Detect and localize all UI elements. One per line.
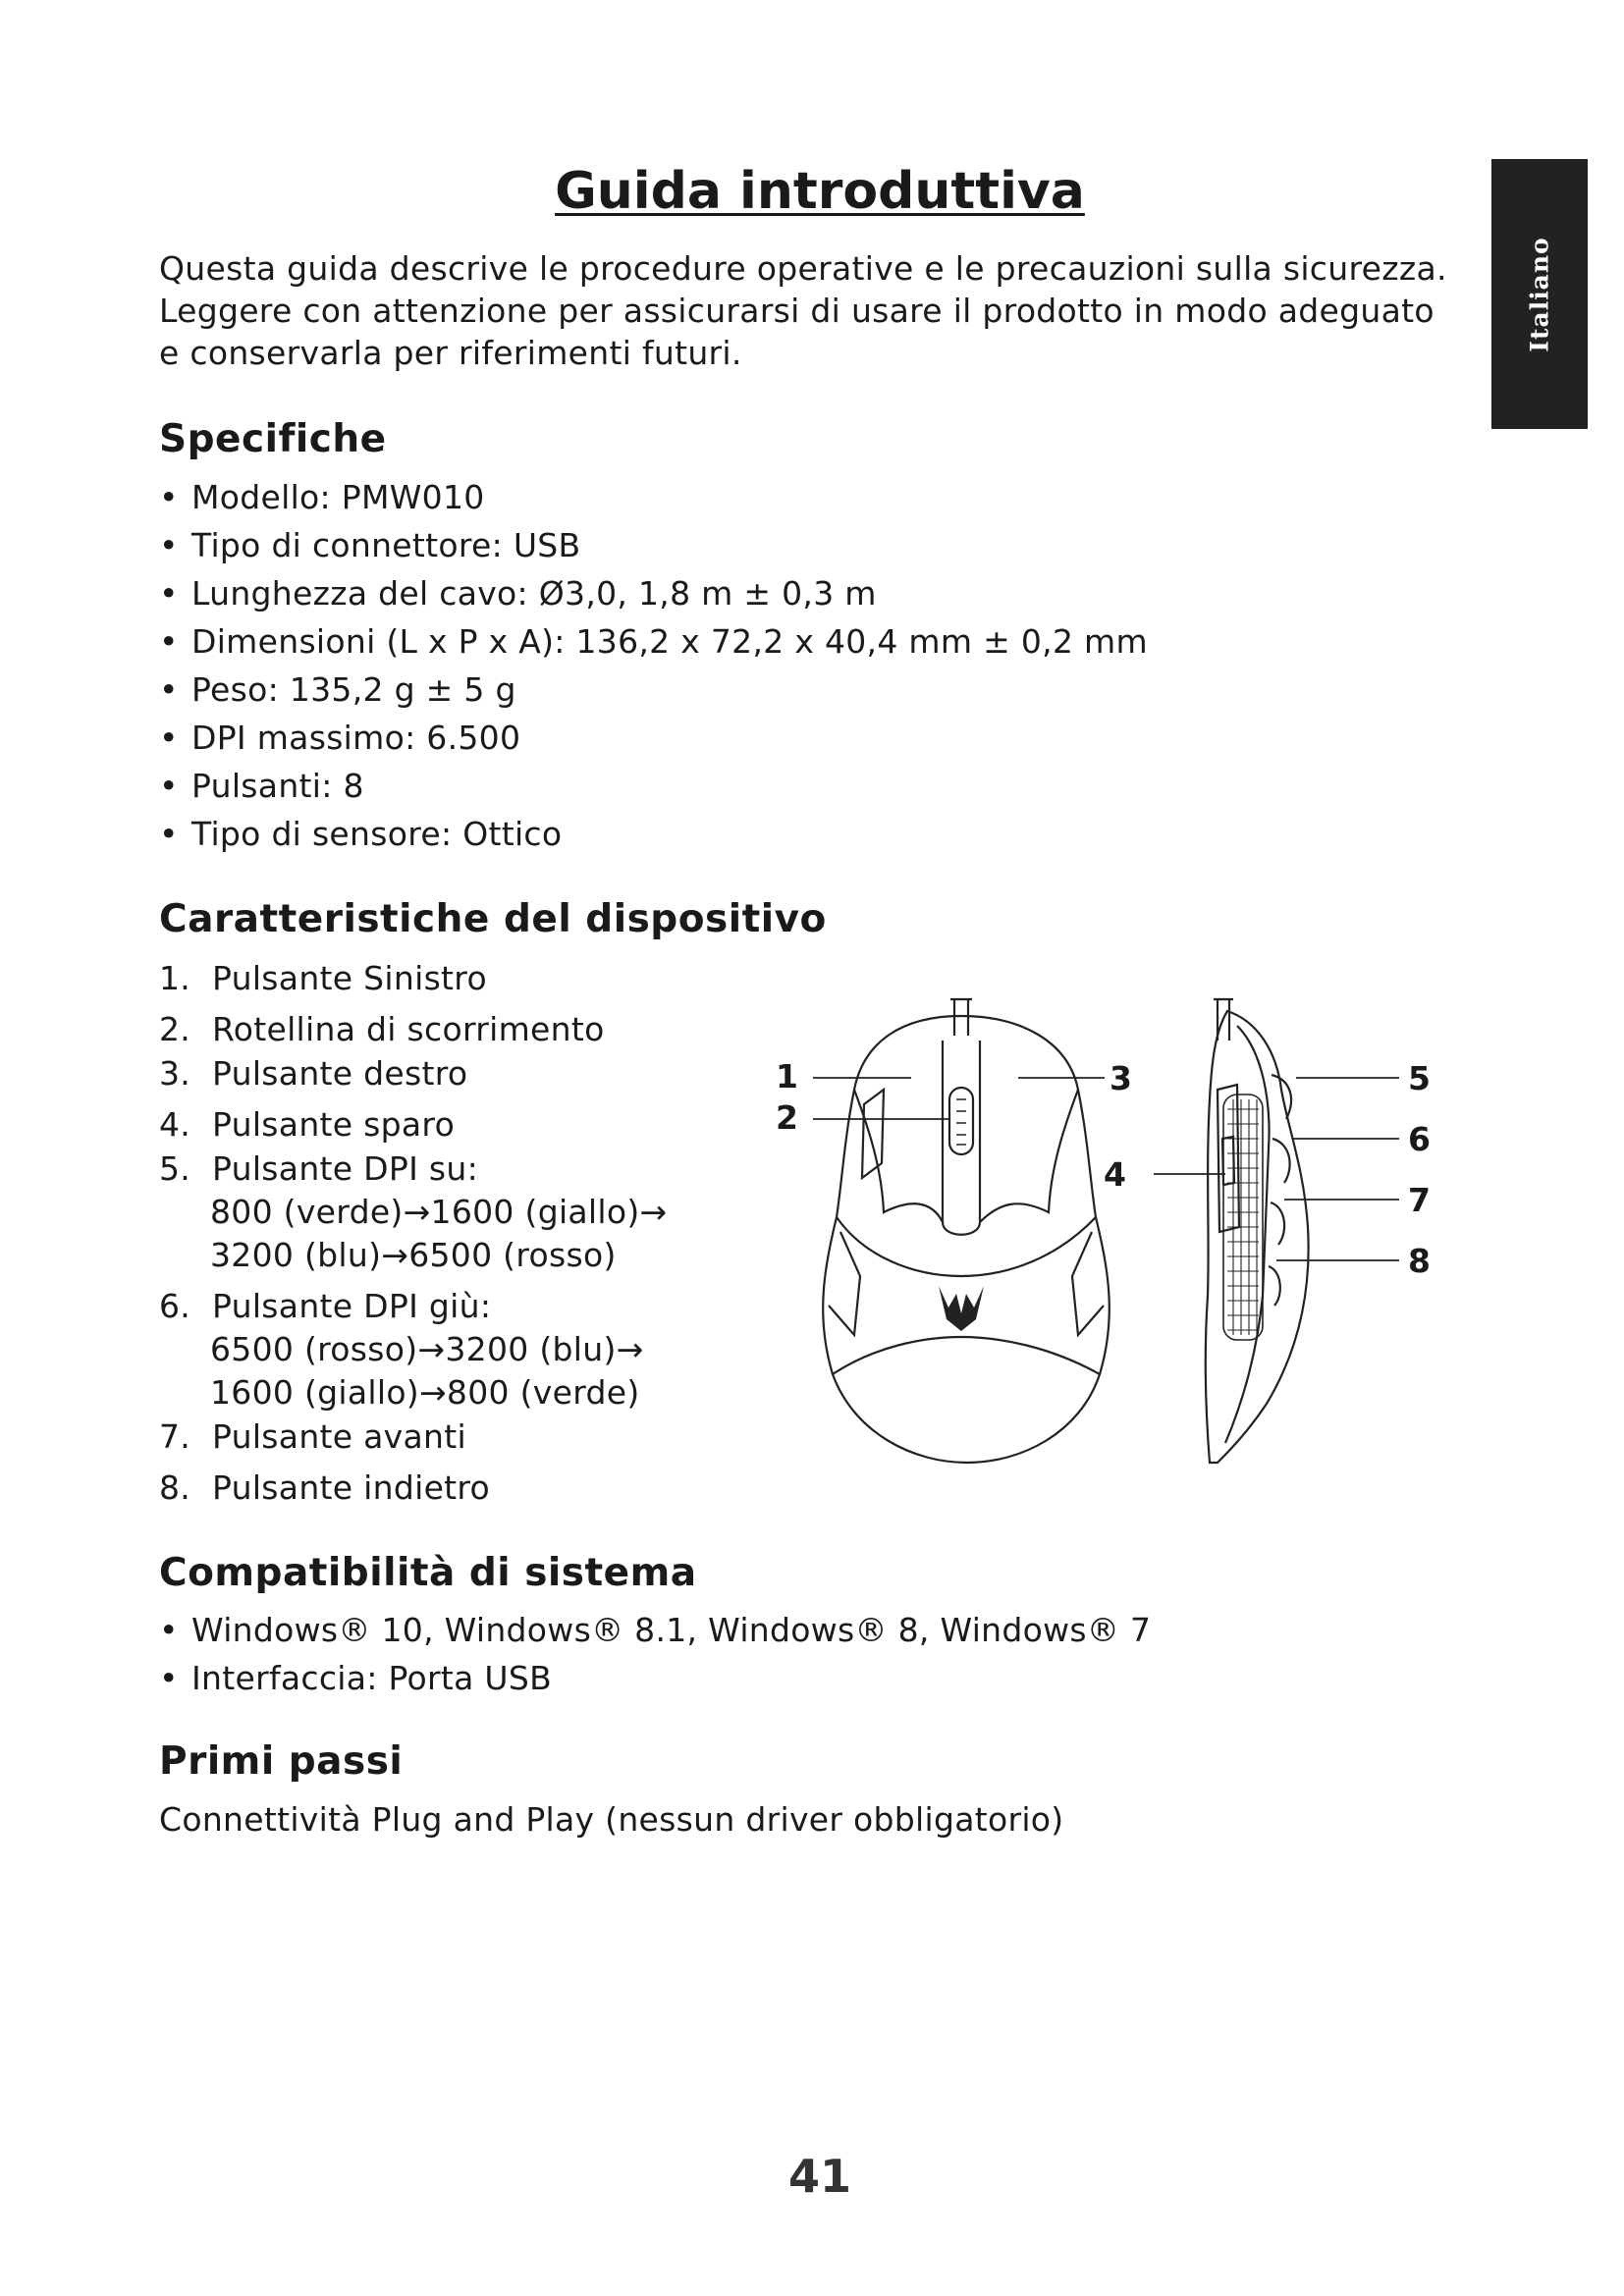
item-label: Pulsante DPI giù: <box>212 1287 492 1325</box>
callout-7: 7 <box>1408 1181 1431 1219</box>
callout-5: 5 <box>1408 1059 1431 1097</box>
callout-1: 1 <box>776 1057 798 1095</box>
item-label: Pulsante indietro <box>212 1468 491 1507</box>
language-tab-label: Italiano <box>1525 236 1554 352</box>
page-title: Guida introduttiva <box>555 162 1085 221</box>
list-item <box>159 1102 667 1147</box>
item-number: 7. <box>159 1417 191 1456</box>
features-list <box>159 956 667 1510</box>
list-item <box>159 1051 667 1095</box>
list-item: • Dimensioni (L x P x A): 136,2 x 72,2 x 40,4 mm ± 0,2 mm <box>159 617 1148 666</box>
item-label: Pulsante destro <box>212 1054 468 1093</box>
list-item: • Lunghezza del cavo: Ø3,0, 1,8 m ± 0,3 m <box>159 569 1148 617</box>
callout-3: 3 <box>1110 1059 1132 1097</box>
item-label: Rotellina di scorrimento <box>212 1010 605 1048</box>
list-item <box>159 956 667 1000</box>
item-number: 8. <box>159 1468 191 1507</box>
list-item: • Tipo di connettore: USB <box>159 521 1148 569</box>
item-number: 2. <box>159 1010 191 1048</box>
mouse-side-view <box>1206 999 1309 1463</box>
list-item: • Modello: PMW010 <box>159 473 1148 521</box>
mouse-diagram <box>766 982 1453 1482</box>
list-item: • Windows® 10, Windows® 8.1, Windows® 8, Windows® 7 <box>159 1606 1151 1654</box>
list-item: • Tipo di sensore: Ottico <box>159 810 1148 858</box>
callout-4: 4 <box>1104 1155 1126 1194</box>
list-item: • Pulsanti: 8 <box>159 762 1148 810</box>
item-number: 6. <box>159 1287 191 1325</box>
item-number: 5. <box>159 1149 191 1188</box>
list-item: • Peso: 135,2 g ± 5 g <box>159 666 1148 714</box>
mouse-drawing <box>766 982 1453 1482</box>
list-item <box>159 1415 667 1459</box>
list-item <box>159 1466 667 1510</box>
page-number: 41 <box>787 2150 851 2203</box>
list-item <box>159 1147 667 1277</box>
list-item: • Interfaccia: Porta USB <box>159 1654 1151 1702</box>
callout-8: 8 <box>1408 1242 1431 1280</box>
dpi-up-sequence-2: 3200 (blu)→6500 (rosso) <box>210 1236 617 1274</box>
item-number: 3. <box>159 1054 191 1093</box>
intro-paragraph: Questa guida descrive le procedure operative e le precauzioni sulla sicurezza. Leggere con attenzione per assicurarsi di usare il prodotto in modo adeguato e conservarla per riferimenti futuri. <box>159 249 1447 372</box>
item-label: Pulsante avanti <box>212 1417 466 1456</box>
compat-heading: Compatibilità di sistema <box>159 1551 697 1595</box>
dpi-down-sequence-1: 6500 (rosso)→3200 (blu)→ <box>210 1330 644 1368</box>
compat-list <box>159 1606 1151 1702</box>
start-text: Connettività Plug and Play (nessun driver obbligatorio) <box>159 1800 1064 1839</box>
list-item: • DPI massimo: 6.500 <box>159 714 1148 762</box>
features-heading: Caratteristiche del dispositivo <box>159 897 827 941</box>
item-label: Pulsante Sinistro <box>212 959 487 997</box>
specs-heading: Specifiche <box>159 417 387 461</box>
callout-2: 2 <box>776 1098 798 1137</box>
specs-list <box>159 473 1148 858</box>
callout-6: 6 <box>1408 1120 1431 1158</box>
mouse-top-view <box>823 999 1110 1463</box>
dpi-down-sequence-2: 1600 (giallo)→800 (verde) <box>210 1373 640 1412</box>
item-label: Pulsante DPI su: <box>212 1149 479 1188</box>
item-label: Pulsante sparo <box>212 1105 456 1144</box>
start-heading: Primi passi <box>159 1739 404 1784</box>
dpi-up-sequence-1: 800 (verde)→1600 (giallo)→ <box>210 1193 668 1231</box>
list-item <box>159 1007 667 1051</box>
list-item <box>159 1284 667 1415</box>
item-number: 1. <box>159 959 191 997</box>
item-number: 4. <box>159 1105 191 1144</box>
